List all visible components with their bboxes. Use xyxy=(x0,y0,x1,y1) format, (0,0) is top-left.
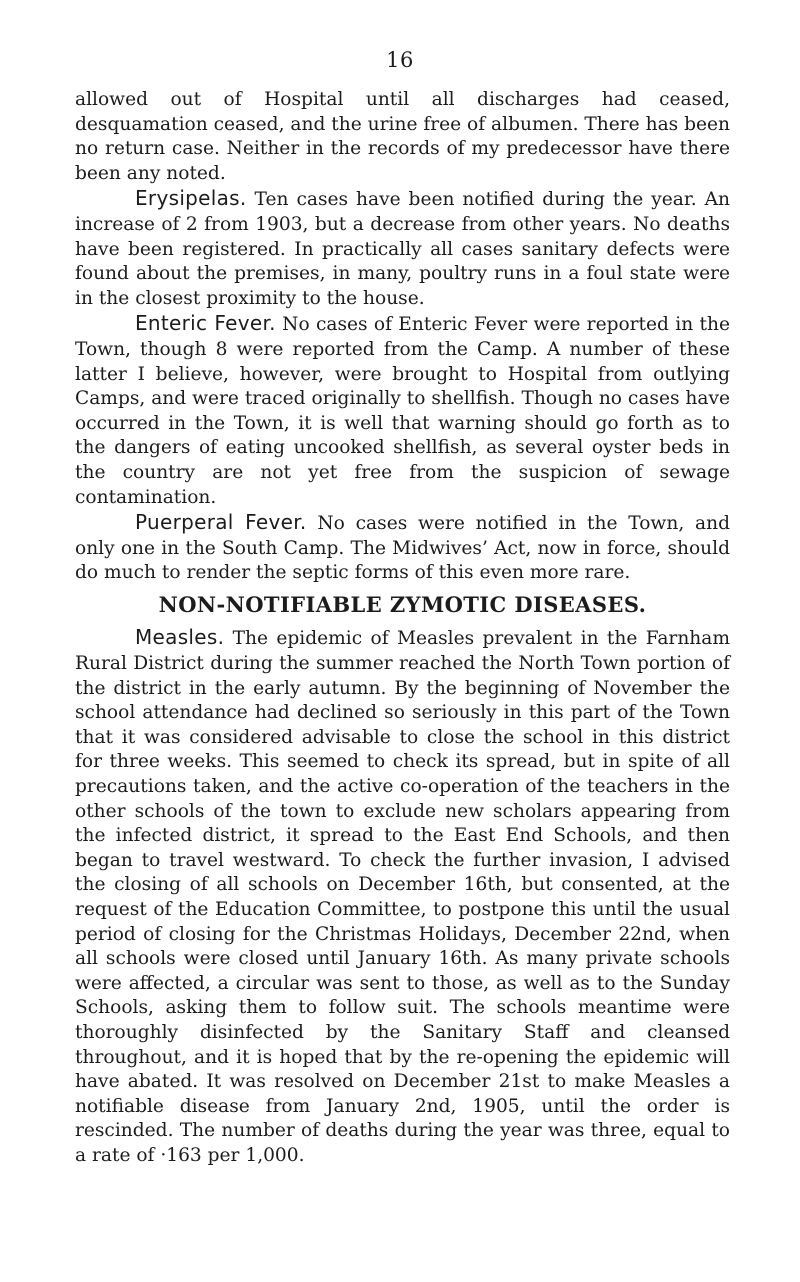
erysipelas-heading: Erysipelas. xyxy=(135,186,247,211)
intro-text: allowed out of Hospital until all discharges had ceased, desquamation ceased, and the urine free of albumen. There has been no return case. Neither in the records of my predecessor have there been any noted. xyxy=(75,89,730,184)
measles-text: The epidemic of Measles prevalent in the Farnham Rural District during the summer reached the North Town portion of the district in the early autumn. By the beginning of November the school attendance had declined so seriously in this part of the Town that it was considered advisable to close the school in this district for three weeks. This seemed to check its spread, but in spite of all precautions taken, and the active co-operation of the teachers in the other schools of the town to exclude new scholars appearing from the infected district, it spread to the East End Schools, and then began to travel westward. To check the further invasion, I advised the closing of all schools on December 16th, but consented, at the request of the Education Committee, to postpone this until the usual period of closing for the Christmas Holidays, December 22nd, when all schools were closed until January 16th. As many private schools were affected, a circular was sent to those, as well as to the Sunday Schools, asking them to follow suit. The schools meantime were thoroughly disinfected by the Sanitary Staff and cleansed throughout, and it is hoped that by the re-opening the epidemic will have abated. It was resolved on December 21st to make Measles a notifiable disease from January 2nd, 1905, until the order is rescinded. The number of deaths during the year was three, equal to a rate of ·163 per 1,000. xyxy=(75,628,730,1166)
measles-paragraph xyxy=(75,625,730,1168)
enteric-fever-text: No cases of Enteric Fever were reported in the Town, though 8 were reported from the Camp. A number of these latter I believe, however, were brought to Hospital from outlying Camps, and were traced originally to shellfish. Though no cases have occurred in the Town, it is well that warning should go forth as to the dangers of eating uncooked shellfish, as several oyster beds in the country are not yet free from the suspicion of sewage contamination. xyxy=(75,314,730,508)
puerperal-fever-heading: Puerperal Fever. xyxy=(135,510,307,535)
erysipelas-text: Ten cases have been notified during the year. An increase of 2 from 1903, but a decrease from other years. No deaths have been registered. In practically all cases sanitary defects were found about the premises, in many, poultry runs in a foul state were in the closest proximity to the house. xyxy=(75,189,730,309)
puerperal-fever-paragraph xyxy=(75,510,730,586)
puerperal-fever-text: No cases were notified in the Town, and only one in the South Camp. The Midwives’ Act, now in force, should do much to render the septic forms of this even more rare. xyxy=(75,513,730,584)
enteric-fever-paragraph xyxy=(75,311,730,510)
measles-heading: Measles. xyxy=(135,625,225,650)
erysipelas-paragraph xyxy=(75,186,730,311)
section-heading: NON-NOTIFIABLE ZYMOTIC DISEASES. xyxy=(158,591,647,617)
intro-paragraph xyxy=(75,88,730,186)
page-body xyxy=(75,88,730,1169)
enteric-fever-heading: Enteric Fever. xyxy=(135,311,276,336)
page-number: 16 xyxy=(386,48,414,72)
